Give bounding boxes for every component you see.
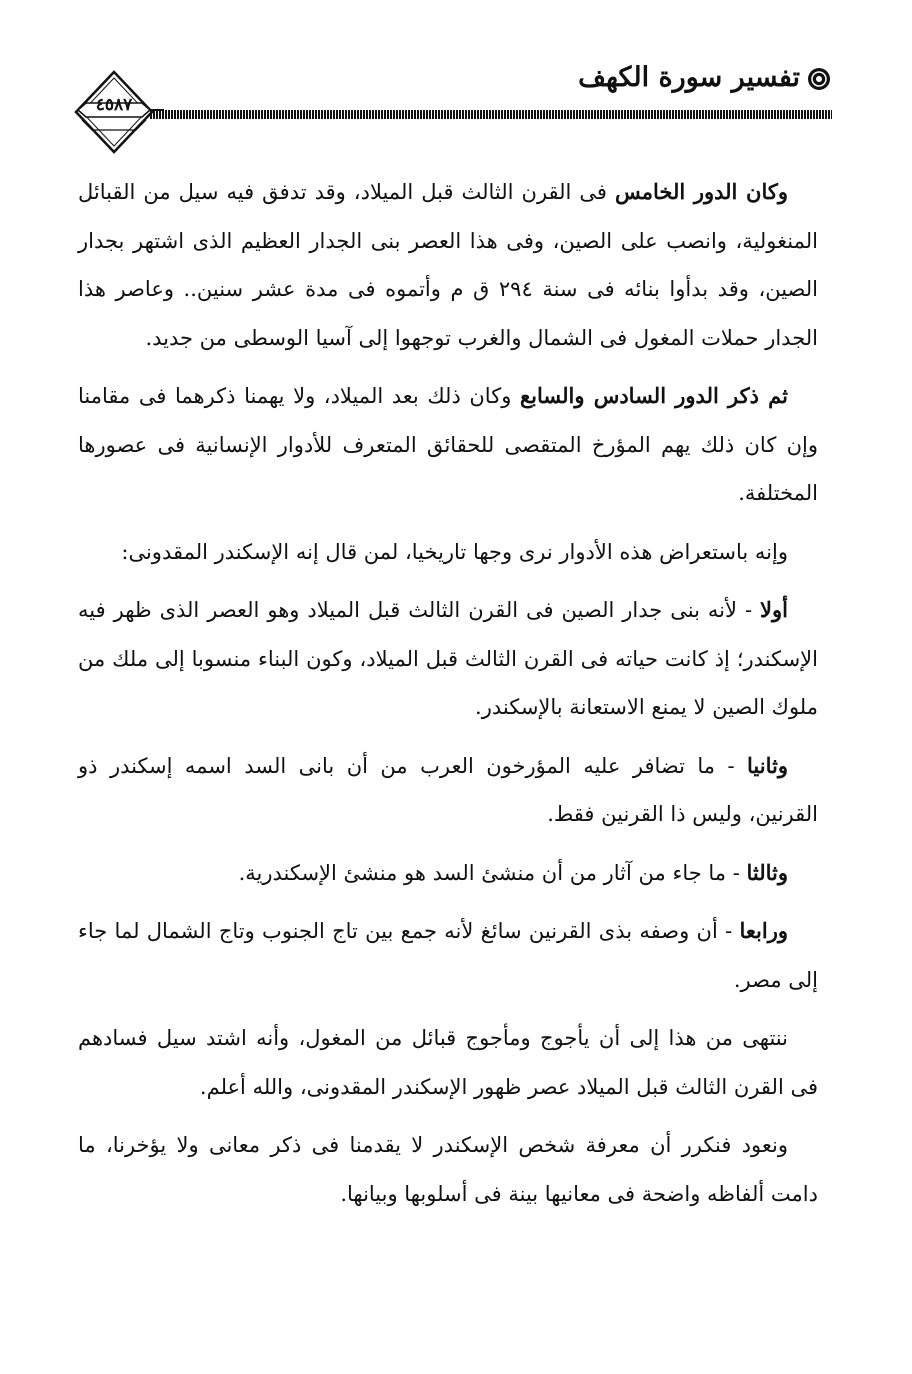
paragraph-lead: ورابعا [739,918,788,943]
header-ornament-icon [806,66,832,92]
paragraph-lead: ثم ذكر الدور السادس والسابع [519,383,789,408]
paragraph-lead: أولا [760,597,788,622]
paragraph-lead: وكان الدور الخامس [614,179,789,204]
paragraph-text: ونعود فنكرر أن معرفة شخص الإسكندر لا يقدمنا فى ذكر معانى ولا يؤخرنا، ما دامت ألفاظه واضحة فى معانيها بينة فى أسلوبها وبيانها. [78,1133,818,1206]
paragraph-lead: وثالثا [746,859,788,885]
paragraph-text: - أن وصفه بذى القرنين سائغ لأنه جمع بين تاج الجنوب وتاج الشمال لما جاء إلى مصر. [78,919,818,992]
paragraph-closing [78,1121,818,1218]
paragraph-sixth-seventh-era [78,372,818,518]
running-header-title: تفسير سورة الكهف [578,62,800,93]
paragraph-text: - لأنه بنى جدار الصين فى القرن الثالث قبل الميلاد وهو العصر الذى ظهر فيه الإسكندر؛ إذ كانت حياته فى القرن الثالث قبل الميلاد، وكون البناء منسوبا إلى ملك من ملوك الصين لا يمنع الاستعانة بالإسكندر. [78,598,818,719]
page-number: ٤٥٨٧ [95,95,133,115]
paragraph-text: - ما جاء من آثار من أن منشئ السد هو منشئ الإسكندرية. [238,860,747,885]
paragraph-second-reason [78,742,818,839]
paragraph-first-reason [78,586,818,732]
header-divider [150,110,832,119]
paragraph-lead: وثانيا [747,752,788,778]
paragraph-text: وكان ذلك بعد الميلاد، ولا يهمنا ذكرهما فى مقامنا وإن كان ذلك يهم المؤرخ المتقصى للحقائق المتعرف للأدوار الإنسانية فى عصورها المختلفة. [78,384,818,505]
paragraph-fourth-reason [78,907,818,1004]
paragraph-third-reason [78,849,818,898]
paragraph-historical-view [78,528,818,577]
paragraph-conclusion [78,1014,818,1111]
paragraph-text: ننتهى من هذا إلى أن يأجوج ومأجوج قبائل من المغول، وأنه اشتد سيل فسادهم فى القرن الثالث قبل الميلاد عصر ظهور الإسكندر المقدونى، والله أعلم. [78,1026,818,1099]
paragraph-text: - ما تضافر عليه المؤرخون العرب من أن بانى السد اسمه إسكندر ذو القرنين، وليس ذا القرنين فقط. [78,753,818,826]
paragraph-fifth-era [78,168,818,362]
paragraph-text: فى القرن الثالث قبل الميلاد، وقد تدفق فيه سيل من القبائل المنغولية، وانصب على الصين، وفى هذا العصر بنى الجدار العظيم الذى اشتهر بجدار الصين، وقد بدأوا بنائه فى سنة ٢٩٤ ق م وأتموه فى مدة عشر سنين.. وعاصر هذا الجدار حملات المغول فى الشمال والغرب توجهوا إلى آسيا الوسطى من جديد. [78,180,818,350]
paragraph-text: وإنه باستعراض هذه الأدوار نرى وجها تاريخيا، لمن قال إنه الإسكندر المقدونى: [121,539,788,564]
main-text [78,168,818,1228]
